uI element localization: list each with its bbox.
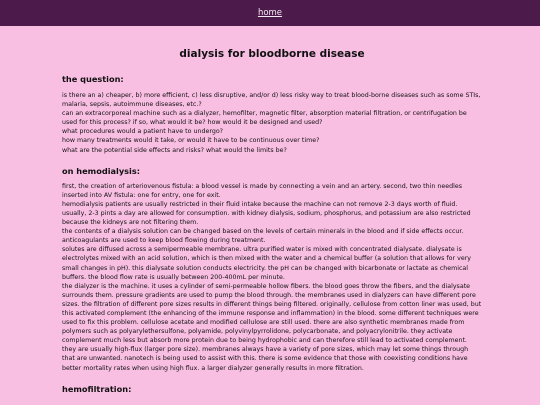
hemodialysis-heading: on hemodialysis: [62, 165, 141, 176]
question-line: can an extracorporeal machine such as a dialyzer, hemofilter, magnetic filter, absorption material filtration, or centrifugation be used for this process? if so, what would it be? how would it be designed and used? [62, 110, 467, 127]
hemodialysis-text [62, 182, 482, 373]
hemofiltration-heading: hemofiltration: [62, 383, 132, 394]
hemodialysis-paragraph: the dialyzer is the machine. it uses a cylinder of semi-permeable hollow fibers. the blood goes throw the fibers, and the dialysate surrounds them. pressure gradients are used to pump the blood through. the membranes used in dialyzers can have different pore sizes. the filtration of different pore sizes results in different things being filtered. originally, cellulose from cotton liner was used, but this activated complement (the enhancing of the immune response and inflammation) in the blood. some different techniques were used to fix this problem. cellulose acetate and modified cellulose are still used. there are also synthetic membranes made from polymers such as polyarylethersulfone, polyamide, polyvinylpyrrolidone, polycarbonate, and polyacrylonitrile. they activate complement much less but absorb more protein due to being hydrophobic and can therefore still lead to activated complement. they are usually high-flux (larger pore size). membranes always have a variety of pore sizes, which may let some things through that are unwanted. nanotech is being used to assist with this. there is some evidence that those with coexisting conditions have better mortality rates when using high flux. a larger dialyzer generally results in more filtration. [62, 282, 482, 372]
hemodialysis-paragraph: the contents of a dialysis solution can be changed based on the levels of certain minerals in the blood and if side effects occur. anticoagulants are used to keep blood flowing during treatment. [62, 228, 464, 245]
top-nav-bar [0, 0, 540, 26]
question-line: how many treatments would it take, or would it have to be continuous over time? [62, 137, 320, 145]
main-content [0, 47, 540, 395]
hemodialysis-paragraph: hemodialysis patients are usually restricted in their fluid intake because the machine can not remove 2-3 days worth of fluid. usually, 2-3 pints a day are allowed for consumption. with kidney dialysis, sodium, phosphorus, and potassium are also restricted because the kidneys are not filtering them. [62, 200, 471, 227]
hemodialysis-paragraph: first, the creation of arteriovenous fistula: a blood vessel is made by connecting a vein and an artery. second, two thin needles inserted into AV fistula: one for entry, one for exit. [62, 182, 463, 199]
home-link[interactable]: home [257, 8, 283, 18]
question-list [62, 91, 482, 155]
question-line: what are the potential side effects and risks? what would the limits be? [62, 146, 287, 154]
page-title: dialysis for bloodborne disease [179, 48, 365, 60]
question-line: is there an a) cheaper, b) more efficient, c) less disruptive, and/or d) less risky way to treat blood-borne diseases such as some STIs, malaria, sepsis, autoimmune diseases, etc.? [62, 92, 481, 109]
hemodialysis-paragraph: solutes are diffused across a semipermeable membrane. ultra purified water is mixed with concentrated dialysate. dialysate is electrolytes mixed with an acid solution, which is then mixed with the water and a chemical buffer (a solution that allows for very small changes in pH). this dialysate solution conducts electricity. the pH can be changed with bicarbonate or lactate as chemical buffers. the blood flow rate is usually between 200-400mL per minute. [62, 246, 472, 281]
question-heading: the question: [62, 74, 124, 84]
question-line: what procedures would a patient have to undergo? [62, 128, 224, 136]
